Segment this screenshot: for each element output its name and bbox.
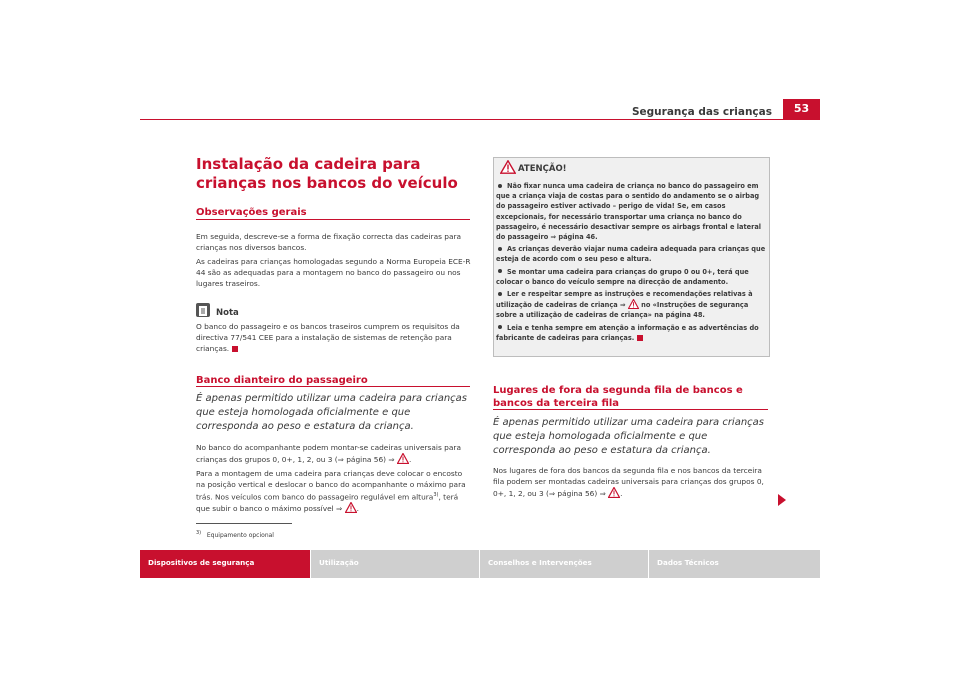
warning-list: [496, 181, 766, 345]
warning-item-text: Não fixar nunca uma cadeira de criança no banco do passageiro em que a criança viaja de costas para o sentido do andamento se o airbag do passageiro estiver activado – perigo de vida! Se, em casos excepcionais, for necessário transportar uma criança no banco do passageiro, é necessário desactivar sempre os airbags frontal e lateral do passageiro ⇒ página 46.: [496, 182, 762, 242]
section-rule: [196, 386, 470, 387]
footnote-rule: [196, 523, 292, 524]
warning-triangle-icon: [397, 453, 409, 464]
front-passenger-lead: É apenas permitido utilizar uma cadeira para crianças que esteja homologada oficialmente e que corresponda ao peso e estatura da criança.: [196, 393, 468, 432]
rear-seats-p1-text: Nos lugares de fora dos bancos da segunda fila e nos bancos da terceira fila podem ser montadas cadeiras universais para crianças dos grupos 0, 0+, 1, 2, ou 3 (⇒ página 56) ⇒: [493, 466, 764, 498]
warning-item: [496, 289, 766, 321]
running-header-title: Segurança das crianças: [631, 106, 772, 118]
front-passenger-paragraph-2: Para a montagem de uma cadeira para crianças deve colocar o encosto na posição vertical e deslocar o banco do acompanhante o máximo para trás. Nos veículos com banco do passageiro regulável em altura$^{3)}$, terá que subir o banco o máximo possível ⇒ .: [196, 469, 466, 514]
section-rule: [493, 409, 768, 410]
header-rule: [140, 119, 820, 120]
nav-tab-tips[interactable]: Conselhos e Intervenções: [480, 550, 648, 578]
rear-seats-paragraph: Nos lugares de fora dos bancos da segunda fila e nos bancos da terceira fila podem ser montadas cadeiras universais para crianças dos grupos 0, 0+, 1, 2, ou 3 (⇒ página 56) ⇒ .: [493, 466, 764, 498]
bullet-icon: [498, 247, 502, 251]
front-passenger-p2-text: Para a montagem de uma cadeira para crianças deve colocar o encosto na posição vertical e deslocar o banco do acompanhante o máximo para trás. Nos veículos com banco do passageiro regulável em altura: [196, 469, 466, 502]
rear-seats-lead: É apenas permitido utilizar uma cadeira para crianças que esteja homologada oficialmente e que corresponda ao peso e estatura da criança.: [493, 417, 765, 456]
bullet-icon: [498, 184, 502, 188]
warning-item: [496, 244, 766, 264]
note-icon: [196, 303, 210, 317]
warning-item-text-end: no «Instruções de segurança sobre a utilização de cadeiras de criança» na página 48.: [496, 301, 749, 320]
footnote-text: Equipamento opcional: [206, 532, 274, 539]
rear-seats-text: [493, 465, 769, 502]
note-label: Nota: [216, 308, 239, 318]
note-text: [196, 321, 472, 354]
nav-tab-use[interactable]: Utilização: [311, 550, 479, 578]
warning-triangle-icon: [500, 160, 516, 174]
bullet-icon: [498, 292, 502, 296]
section-heading-front-passenger: Banco dianteiro do passageiro: [196, 375, 368, 386]
section-heading-rear-seats: Lugares de fora da segunda fila de bancos e bancos da terceira fila: [493, 385, 743, 409]
warning-item-text: Ler e respeitar sempre as instruções e recomendações relativas à utilização de cadeiras de criança ⇒: [496, 290, 753, 310]
general-paragraph-1: Em seguida, descreve-se a forma de fixação correcta das cadeiras para crianças nos diversos bancos.: [196, 232, 462, 252]
bullet-icon: [498, 325, 502, 329]
warning-triangle-icon: [608, 487, 620, 498]
footnote-mark: 3): [196, 530, 202, 536]
footnote: [196, 530, 274, 539]
section-heading-general: Observações gerais: [196, 207, 307, 218]
continue-arrow-icon: [778, 494, 786, 506]
section-rule: [196, 219, 470, 220]
nav-tab-technical-data[interactable]: Dados Técnicos: [649, 550, 820, 578]
nav-tab-safety[interactable]: Dispositivos de segurança: [140, 550, 310, 578]
bullet-icon: [498, 269, 502, 273]
footnote-reference: 3): [433, 492, 439, 498]
warning-item: [496, 267, 766, 287]
note-body: O banco do passageiro e os bancos traseiros cumprem os requisitos da directiva 77/541 CEE para a instalação de sistemas de retenção para crianças.: [196, 322, 460, 353]
warning-item: [496, 181, 766, 242]
front-passenger-text: [196, 442, 472, 517]
front-passenger-paragraph-1: No banco do acompanhante podem montar-se cadeiras universais para crianças dos grupos 0, 0+, 1, 2, ou 3 (⇒ página 56) ⇒ .: [196, 443, 461, 464]
chapter-heading: Instalação da cadeira para crianças nos bancos do veículo: [196, 155, 458, 192]
warning-item-text: Leia e tenha sempre em atenção a informação e as advertências do fabricante de cadeiras para crianças.: [496, 323, 759, 342]
warning-item-text: As crianças deverão viajar numa cadeira adequada para crianças que esteja de acordo com o seu peso e altura.: [496, 245, 766, 264]
end-mark-icon: [232, 346, 238, 352]
front-passenger-p1-text: No banco do acompanhante podem montar-se cadeiras universais para crianças dos grupos 0, 0+, 1, 2, ou 3 (⇒ página 56) ⇒: [196, 443, 461, 464]
warning-title: ATENÇÃO!: [518, 164, 567, 174]
warning-item-text: Se montar uma cadeira para crianças do grupo 0 ou 0+, terá que colocar o banco do veículo sempre na direcção de andamento.: [496, 267, 749, 286]
page-number: 53: [783, 99, 820, 119]
general-text: [196, 231, 472, 292]
end-mark-icon: [637, 335, 643, 341]
warning-triangle-icon: [345, 502, 357, 513]
front-passenger-p2-text-end: , terá que subir o banco o máximo possível ⇒: [196, 492, 459, 514]
warning-item: [496, 323, 766, 343]
general-paragraph-2: As cadeiras para crianças homologadas segundo a Norma Europeia ECE-R 44 são as adequadas para a montagem no banco do passageiro ou nos lugares traseiros.: [196, 257, 471, 288]
warning-triangle-icon: [628, 299, 639, 309]
